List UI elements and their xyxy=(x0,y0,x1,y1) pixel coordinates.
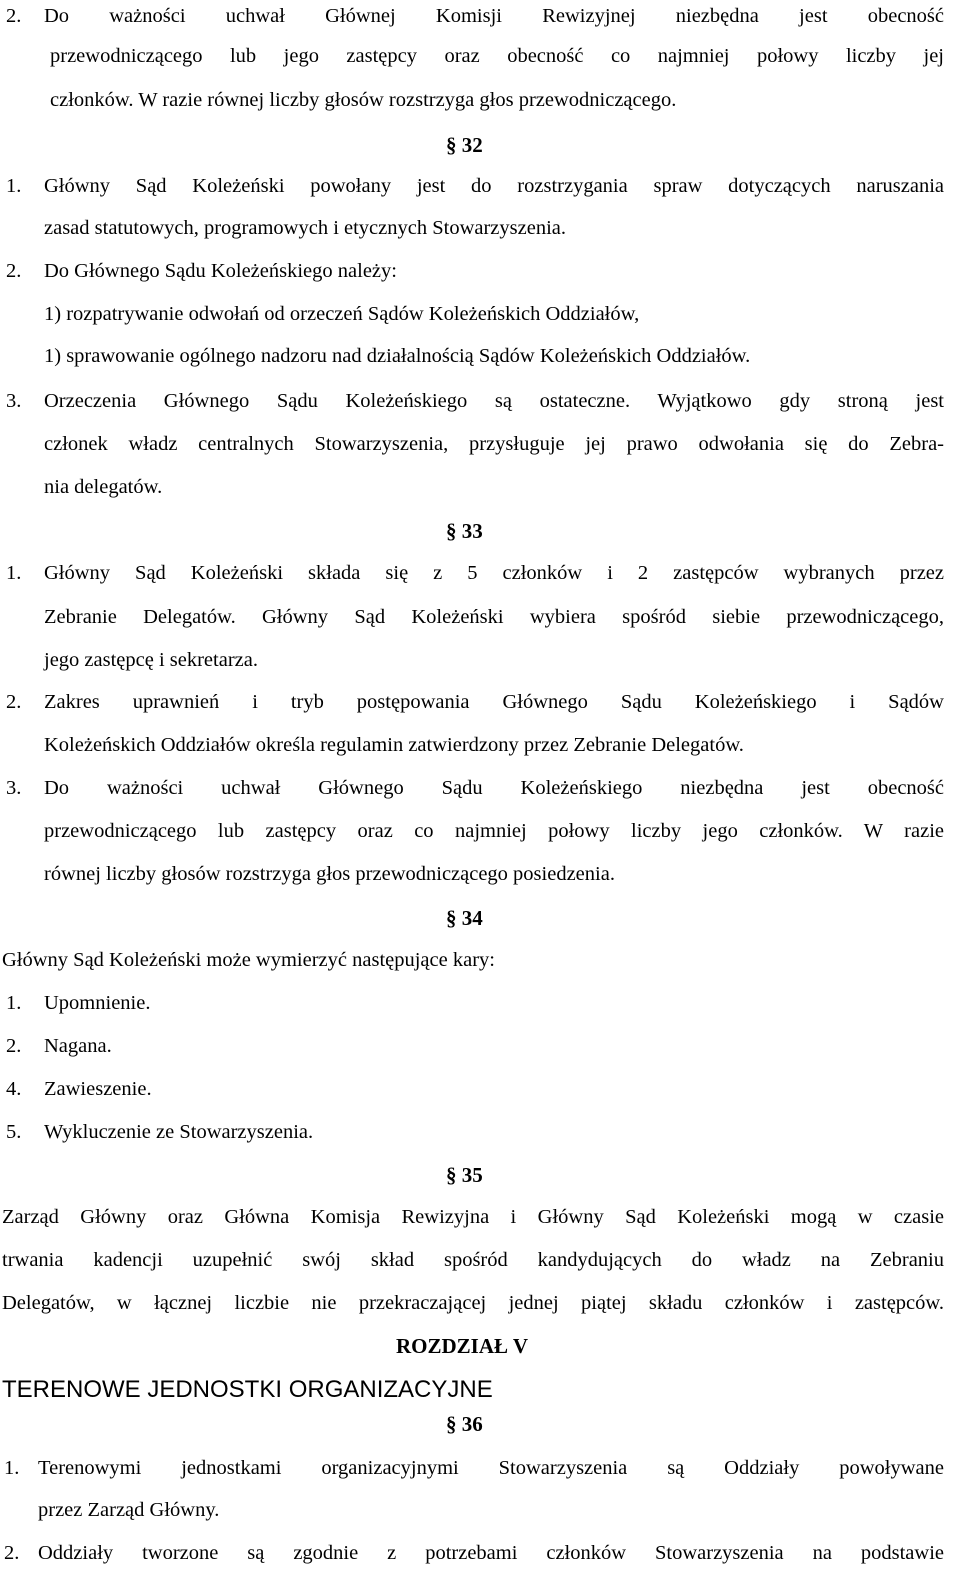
paragraph-text: Główny Sąd Koleżeński składa się z 5 członków i 2 zastępców wybranych przez xyxy=(44,562,944,584)
paragraph-number: 2. xyxy=(6,5,22,27)
paragraph-number: 1. xyxy=(6,562,22,584)
section-symbol: § xyxy=(446,1163,457,1187)
section-symbol: § xyxy=(446,519,457,543)
paragraph-number: 3. xyxy=(6,777,22,799)
list-item-text: Zawieszenie. xyxy=(44,1078,152,1100)
paragraph-text: Orzeczenia Głównego Sądu Koleżeńskiego są ostateczne. Wyjątkowo gdy stroną jest xyxy=(44,390,944,412)
chapter-heading: ROZDZIAŁ V xyxy=(396,1334,529,1358)
section-number: 36 xyxy=(461,1412,483,1436)
paragraph-31-2-line-3: członków. W razie równej liczby głosów rozstrzyga głos przewodniczącego. xyxy=(50,89,677,111)
section-heading-33 xyxy=(446,519,483,543)
paragraph-number: 1. xyxy=(4,1457,20,1479)
paragraph-32-2-subitem-2: 1) sprawowanie ogólnego nadzoru nad działalnością Sądów Koleżeńskich Oddziałów. xyxy=(44,345,751,367)
section-heading-36 xyxy=(446,1412,483,1436)
paragraph-number: 2. xyxy=(6,260,22,282)
list-item-number: 4. xyxy=(6,1078,22,1100)
list-item-number: 2. xyxy=(6,1035,22,1057)
section-heading-34 xyxy=(446,906,483,930)
paragraph-32-3-line-3: nia delegatów. xyxy=(44,476,163,498)
paragraph-number: 2. xyxy=(4,1542,20,1564)
section-symbol: § xyxy=(446,1412,457,1436)
section-heading-32 xyxy=(446,133,483,157)
section-symbol: § xyxy=(446,906,457,930)
paragraph-32-1-line-2: zasad statutowych, programowych i etycznych Stowarzyszenia. xyxy=(44,217,566,239)
paragraph-text: Terenowymi jednostkami organizacyjnymi Stowarzyszenia są Oddziały powoływane xyxy=(38,1457,944,1479)
paragraph-35-line-1: Zarząd Główny oraz Główna Komisja Rewizyjna i Główny Sąd Koleżeński mogą w czasie xyxy=(2,1206,944,1228)
paragraph-36-1-line-2: przez Zarząd Główny. xyxy=(38,1499,220,1521)
paragraph-text: Zakres uprawnień i tryb postępowania Głównego Sądu Koleżeńskiego i Sądów xyxy=(44,691,944,713)
paragraph-34-intro: Główny Sąd Koleżeński może wymierzyć następujące kary: xyxy=(2,949,495,971)
paragraph-32-2-subitem-1: 1) rozpatrywanie odwołań od orzeczeń Sądów Koleżeńskich Oddziałów, xyxy=(44,303,640,325)
paragraph-33-1-line-3: jego zastępcę i sekretarza. xyxy=(44,649,258,671)
paragraph-33-3-line-2: przewodniczącego lub zastępcy oraz co najmniej połowy liczby jego członków. W razie xyxy=(44,820,944,842)
paragraph-33-3-line-3: równej liczby głosów rozstrzyga głos przewodniczącego posiedzenia. xyxy=(44,863,615,885)
list-item-text: Upomnienie. xyxy=(44,992,151,1014)
paragraph-text: Główny Sąd Koleżeński powołany jest do rozstrzygania spraw dotyczących naruszania xyxy=(44,175,944,197)
chapter-title: TERENOWE JEDNOSTKI ORGANIZACYJNE xyxy=(2,1376,493,1403)
section-number: 33 xyxy=(461,519,483,543)
paragraph-33-2-line-2: Koleżeńskich Oddziałów określa regulamin zatwierdzony przez Zebranie Delegatów. xyxy=(44,734,744,756)
paragraph-33-1-line-2: Zebranie Delegatów. Główny Sąd Koleżeński wybiera spośród siebie przewodniczącego, xyxy=(44,606,944,628)
paragraph-35-line-2: trwania kadencji uzupełnić swój skład spośród kandydujących do władz na Zebraniu xyxy=(2,1249,944,1271)
list-item-text: Nagana. xyxy=(44,1035,112,1057)
section-number: 32 xyxy=(461,133,483,157)
paragraph-text: Do Głównego Sądu Koleżeńskiego należy: xyxy=(44,260,397,282)
paragraph-number: 3. xyxy=(6,390,22,412)
list-item-number: 5. xyxy=(6,1121,22,1143)
paragraph-text: Do ważności uchwał Głównego Sądu Koleżeńskiego niezbędna jest obecność xyxy=(44,777,944,799)
paragraph-text: Oddziały tworzone są zgodnie z potrzebami członków Stowarzyszenia na podstawie xyxy=(38,1542,944,1564)
section-number: 34 xyxy=(461,906,483,930)
list-item-number: 1. xyxy=(6,992,22,1014)
paragraph-number: 2. xyxy=(6,691,22,713)
section-symbol: § xyxy=(446,133,457,157)
paragraph-32-3-line-2: członek władz centralnych Stowarzyszenia, przysługuje jej prawo odwołania się do Zebra- xyxy=(44,433,944,455)
paragraph-31-2-line-2: przewodniczącego lub jego zastępcy oraz obecność co najmniej połowy liczby jej xyxy=(50,45,944,67)
paragraph-35-line-3: Delegatów, w łącznej liczbie nie przekraczającej jednej piątej składu członków i zastępców. xyxy=(2,1292,944,1314)
list-item-text: Wykluczenie ze Stowarzyszenia. xyxy=(44,1121,314,1143)
paragraph-number: 1. xyxy=(6,175,22,197)
section-number: 35 xyxy=(461,1163,483,1187)
section-heading-35 xyxy=(446,1163,483,1187)
paragraph-text: Do ważności uchwał Głównej Komisji Rewizyjnej niezbędna jest obecność xyxy=(44,5,944,27)
